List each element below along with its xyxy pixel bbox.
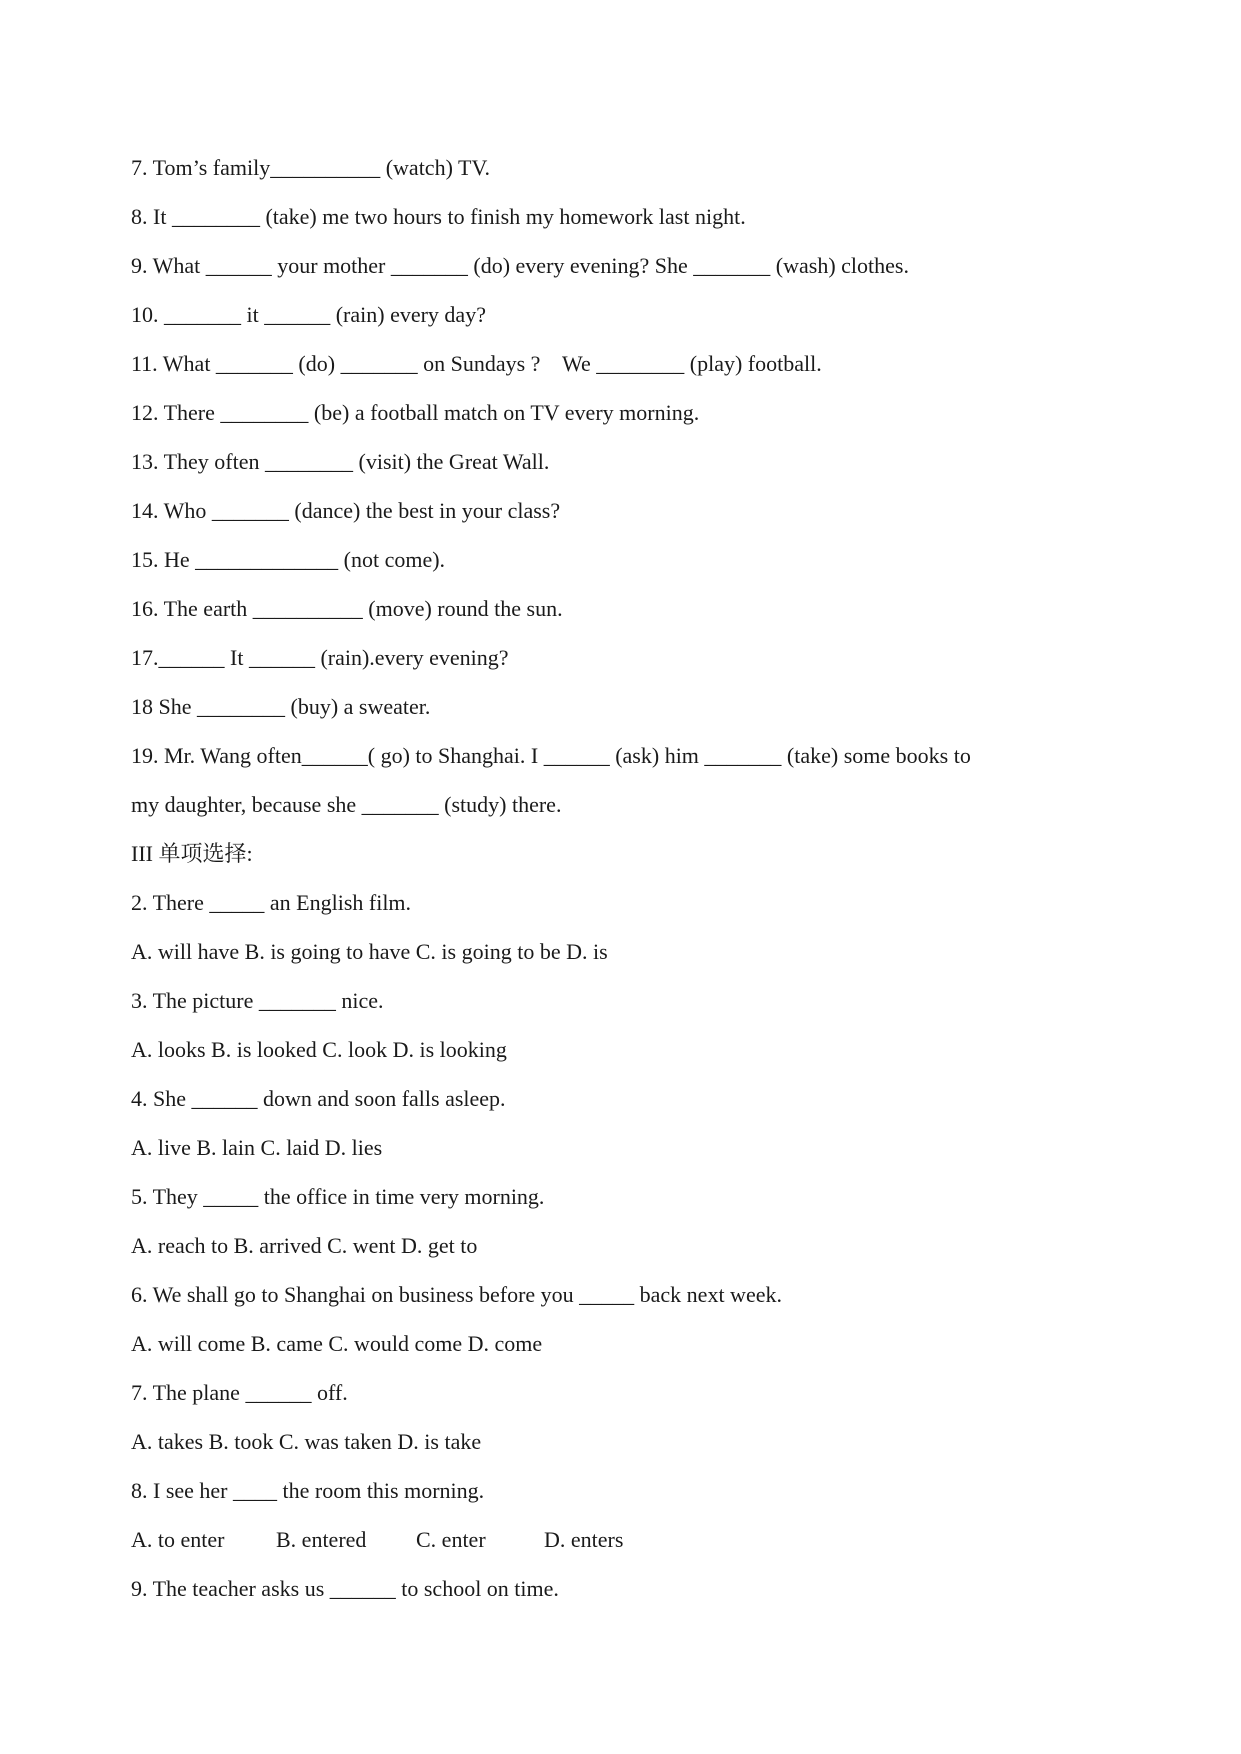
mc-options-6: A. will come B. came C. would come D. come xyxy=(131,1331,543,1356)
fill-in-item-19-line2: my daughter, because she _______ (study) there. xyxy=(131,792,562,817)
mc-question-4: 4. She ______ down and soon falls asleep. xyxy=(131,1086,506,1111)
mc-option-8b: B. entered xyxy=(276,1527,367,1552)
fill-in-item-8: 8. It ________ (take) me two hours to finish my homework last night. xyxy=(131,204,746,229)
fill-in-item-13: 13. They often ________ (visit) the Great Wall. xyxy=(131,449,550,474)
fill-in-item-9: 9. What ______ your mother _______ (do) every evening? She _______ (wash) clothes. xyxy=(131,253,909,278)
mc-option-8d: D. enters xyxy=(544,1527,624,1552)
mc-options-8 xyxy=(131,1527,1111,1576)
fill-in-item-12: 12. There ________ (be) a football match on TV every morning. xyxy=(131,400,700,425)
fill-in-item-14: 14. Who _______ (dance) the best in your class? xyxy=(131,498,561,523)
mc-question-7: 7. The plane ______ off. xyxy=(131,1380,348,1405)
mc-question-8: 8. I see her ____ the room this morning. xyxy=(131,1478,485,1503)
document-content xyxy=(131,155,1111,1625)
fill-in-item-7: 7. Tom’s family__________ (watch) TV. xyxy=(131,155,490,180)
mc-question-3: 3. The picture _______ nice. xyxy=(131,988,384,1013)
mc-option-8c: C. enter xyxy=(416,1527,486,1552)
fill-in-item-11: 11. What _______ (do) _______ on Sundays ? We ________ (play) football. xyxy=(131,351,822,376)
mc-options-2: A. will have B. is going to have C. is going to be D. is xyxy=(131,939,608,964)
mc-question-5: 5. They _____ the office in time very morning. xyxy=(131,1184,545,1209)
mc-options-7: A. takes B. took C. was taken D. is take xyxy=(131,1429,482,1454)
fill-in-item-17: 17.______ It ______ (rain).every evening? xyxy=(131,645,509,670)
mc-question-2: 2. There _____ an English film. xyxy=(131,890,412,915)
mc-option-8a: A. to enter xyxy=(131,1527,225,1552)
mc-question-6: 6. We shall go to Shanghai on business before you _____ back next week. xyxy=(131,1282,782,1307)
fill-in-item-18: 18 She ________ (buy) a sweater. xyxy=(131,694,431,719)
fill-in-item-15: 15. He _____________ (not come). xyxy=(131,547,446,572)
mc-question-9: 9. The teacher asks us ______ to school on time. xyxy=(131,1576,559,1601)
fill-in-item-10: 10. _______ it ______ (rain) every day? xyxy=(131,302,486,327)
fill-in-item-16: 16. The earth __________ (move) round the sun. xyxy=(131,596,563,621)
section-heading: III 单项选择: xyxy=(131,841,253,866)
mc-options-5: A. reach to B. arrived C. went D. get to xyxy=(131,1233,478,1258)
mc-options-4: A. live B. lain C. laid D. lies xyxy=(131,1135,383,1160)
fill-in-item-19-line1: 19. Mr. Wang often______( go) to Shanghai. I ______ (ask) him _______ (take) some books to xyxy=(131,743,971,768)
mc-options-3: A. looks B. is looked C. look D. is looking xyxy=(131,1037,507,1062)
